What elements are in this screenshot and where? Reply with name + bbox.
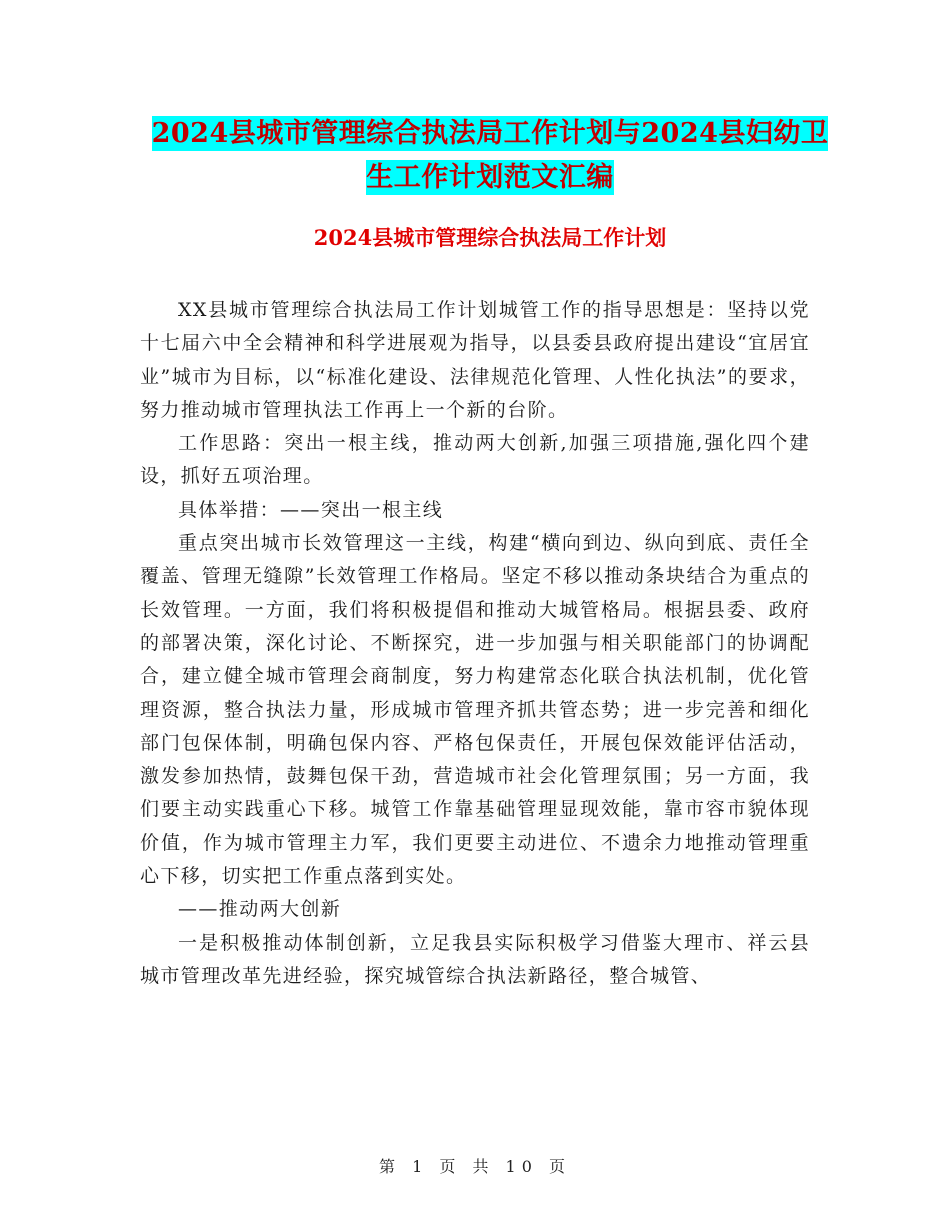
document-title-line-2: 生工作计划范文汇编 [366,162,614,193]
paragraph: 重点突出城市长效管理这一主线，构建“横向到边、纵向到底、责任全覆盖、管理无缝隙”长效管理工作格局。坚定不移以推动条块结合为重点的长效管理。一方面，我们将积极提倡和推动大城管格局。根据县委、政府的部署决策，深化讨论、不断探究，进一步加强与相关职能部门的协调配合，建立健全城市管理会商制度，努力构建常态化联合执法机制，优化管理资源，整合执法力量，形成城市管理齐抓共管态势；进一步完善和细化部门包保体制，明确包保内容、严格包保责任，开展包保效能评估活动，激发参加热情，鼓舞包保干劲，营造城市社会化管理氛围；另一方面，我们要主动实践重心下移。城管工作靠基础管理显现效能，靠市容市貌体现价值，作为城市管理主力军，我们更要主动进位、不遗余力地推动管理重心下移，切实把工作重点落到实处。 [140,532,810,888]
paragraph: 工作思路：突出一根主线，推动两大创新,加强三项措施,强化四个建设，抓好五项治理。 [140,432,810,488]
document-title-line-1: 2024县城市管理综合执法局工作计划与2024县妇幼卫 [151,118,829,149]
section-title: 2024县城市管理综合执法局工作计划 [313,225,667,250]
page-number-footer: 第 1 页 共 10 页 [379,1157,571,1176]
document-body [140,294,810,993]
paragraph: 一是积极推动体制创新，立足我县实际积极学习借鉴大理市、祥云县城市管理改革先进经验，探究城管综合执法新路径，整合城管、 [140,931,810,987]
paragraph: 具体举措：——突出一根主线 [178,498,444,521]
paragraph: XX县城市管理综合执法局工作计划城管工作的指导思想是：坚持以党十七届六中全会精神和科学进展观为指导，以县委县政府提出建设“宜居宜业”城市为目标，以“标准化建设、法律规范化管理、人性化执法”的要求，努力推动城市管理执法工作再上一个新的台阶。 [140,299,810,421]
document-title [140,112,840,200]
paragraph: ——推动两大创新 [178,898,342,921]
